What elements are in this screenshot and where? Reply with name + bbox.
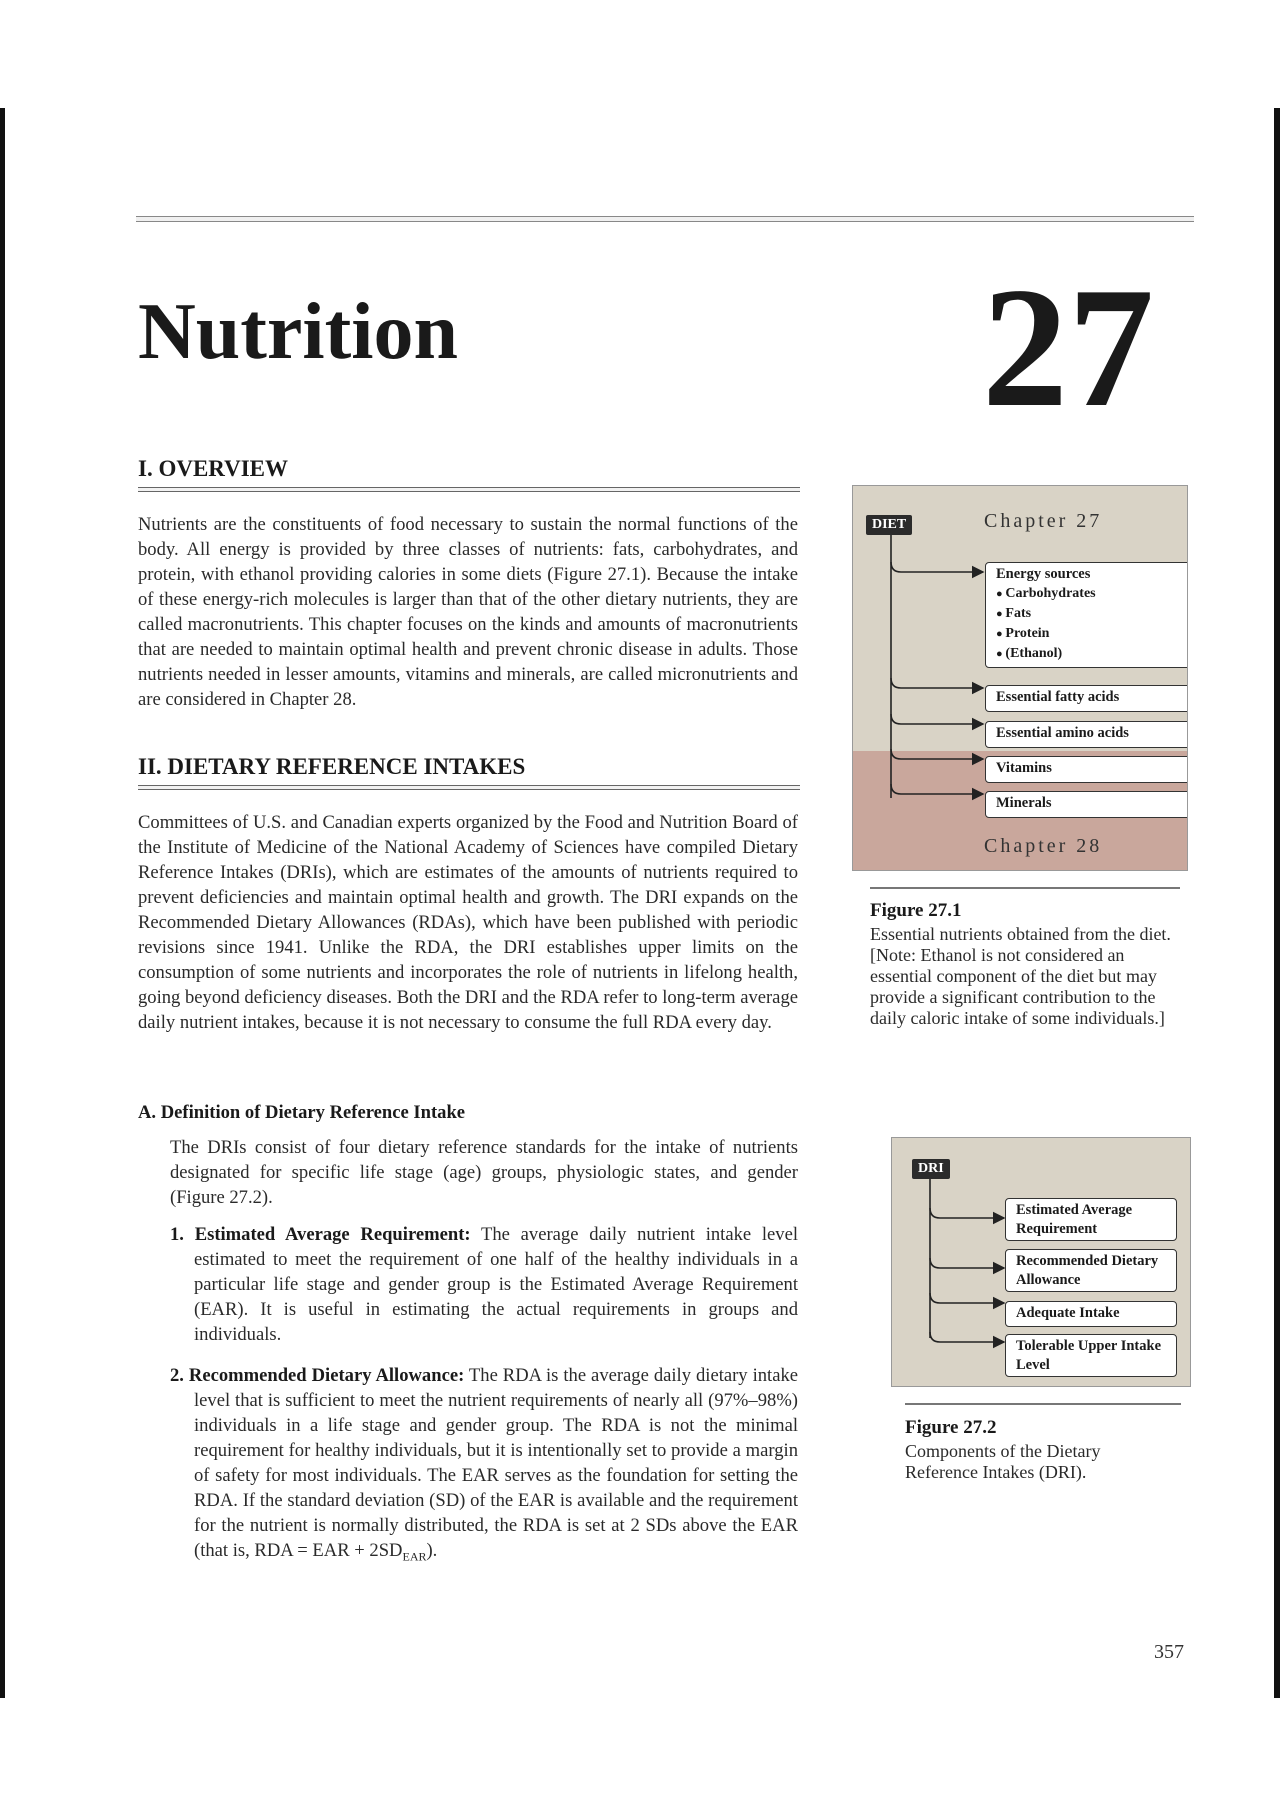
minerals-box: Minerals xyxy=(985,791,1188,818)
rda-tail: ). xyxy=(426,1540,438,1561)
chapter-28-label: Chapter 28 xyxy=(984,835,1103,857)
rda-subscript: EAR xyxy=(402,1549,427,1564)
ear-box: Estimated Average Requirement xyxy=(1005,1198,1177,1241)
energy-sources-title: Energy sources xyxy=(996,566,1091,582)
energy-sources-box xyxy=(985,562,1188,668)
rda-text: The RDA is the average daily dietary intake level that is sufficient to meet the nutrient requirements of nearly all (97%–98%) individuals in a life stage and gender group. The RDA is not the minimal requirement for healthy individuals, but it is intentionally set to provide a margin of safety for most individuals. The EAR serves as the foundation for setting the RDA. If the standard deviation (SD) of the EAR is available and the requirement for the nutrient is normally distributed, the RDA is set at 2 SDs above the EAR (that is, RDA = EAR + 2SD xyxy=(194,1365,799,1561)
dri-rule xyxy=(138,785,800,790)
figure-27-1-caption-title: Figure 27.1 xyxy=(870,900,962,921)
chapter-27-label: Chapter 27 xyxy=(984,510,1103,532)
page-number: 357 xyxy=(1154,1641,1184,1663)
figure-27-2-caption-rule xyxy=(905,1403,1181,1405)
essential-amino-acids-box: Essential amino acids xyxy=(985,721,1188,748)
dri-definition-heading: A. Definition of Dietary Reference Intake xyxy=(138,1102,466,1123)
diet-tag: DIET xyxy=(866,515,912,535)
dri-definition-paragraph: The DRIs consist of four dietary reference standards for the intake of nutrients designated for specific life stage (age) groups, physiologic states, and gender (Figure 27.2). xyxy=(170,1137,798,1208)
header-rule xyxy=(136,216,1194,222)
energy-item-ethanol: ● (Ethanol) xyxy=(996,644,1184,664)
ear-text: The average daily nutrient intake level estimated to meet the requirement of one half of the healthy individuals in a particular life stage and gender group is the Estimated Average Requirement (EAR). It is useful in estimating the actual requirements in groups and individuals. xyxy=(194,1224,799,1345)
figure-27-2-caption-text: Components of the Dietary Reference Intakes (DRI). xyxy=(905,1441,1101,1482)
rda-box: Recommended Dietary Allowance xyxy=(1005,1249,1177,1292)
ear-item xyxy=(170,1222,798,1347)
chapter-title: Nutrition xyxy=(138,288,458,376)
rda-item xyxy=(170,1363,798,1570)
essential-fatty-acids-box: Essential fatty acids xyxy=(985,685,1188,712)
vitamins-box: Vitamins xyxy=(985,756,1188,783)
energy-sources-list xyxy=(996,584,1184,664)
overview-rule xyxy=(138,487,800,492)
adequate-intake-box: Adequate Intake xyxy=(1005,1301,1177,1327)
scan-edge-left xyxy=(0,108,5,1698)
ear-term: 1. Estimated Average Requirement: xyxy=(170,1224,471,1245)
figure-27-1-caption-text: Essential nutrients obtained from the diet. [Note: Ethanol is not considered an essential component of the diet but may provide a significant contribution to the daily caloric intake of some individuals.] xyxy=(870,924,1171,1028)
figure-27-1 xyxy=(852,485,1188,871)
overview-paragraph: Nutrients are the constituents of food necessary to sustain the normal functions of the body. All energy is provided by three classes of nutrients: fats, carbohydrates, and protein, with ethanol providing calories in some diets (Figure 27.1). Because the intake of these energy-rich molecules is larger than that of the other dietary nutrients, they are called macronutrients. This chapter focuses on the kinds and amounts of macronutrients that are needed to maintain optimal health and prevent chronic disease in adults. Those nutrients needed in lesser amounts, vitamins and minerals, are called micronutrients and are considered in Chapter 28. xyxy=(138,514,798,710)
scan-edge-right xyxy=(1274,108,1280,1698)
energy-item-fats: ● Fats xyxy=(996,604,1184,624)
dri-tag: DRI xyxy=(912,1159,950,1179)
chapter-number: 27 xyxy=(982,253,1154,443)
tolerable-upper-intake-box: Tolerable Upper Intake Level xyxy=(1005,1334,1177,1377)
figure-27-1-caption-rule xyxy=(870,887,1180,889)
figure-27-2 xyxy=(891,1137,1191,1387)
figure-27-2-caption-title: Figure 27.2 xyxy=(905,1417,997,1438)
energy-item-carbohydrates: ● Carbohydrates xyxy=(996,584,1184,604)
energy-item-protein: ● Protein xyxy=(996,624,1184,644)
overview-heading: I. OVERVIEW xyxy=(138,456,288,481)
dri-heading: II. DIETARY REFERENCE INTAKES xyxy=(138,754,526,779)
dri-paragraph: Committees of U.S. and Canadian experts organized by the Food and Nutrition Board of the Institute of Medicine of the National Academy of Sciences have compiled Dietary Reference Intakes (DRIs), which are estimates of the amounts of nutrients required to prevent deficiencies and maintain optimal health and growth. The DRI expands on the Recommended Dietary Allowances (RDAs), which have been published with periodic revisions since 1941. Unlike the RDA, the DRI establishes upper limits on the consumption of some nutrients and incorporates the role of nutrients in lifelong health, going beyond deficiency diseases. Both the DRI and the RDA refer to long-term average daily nutrient intakes, because it is not necessary to consume the full RDA every day. xyxy=(138,812,798,1033)
rda-term: 2. Recommended Dietary Allowance: xyxy=(170,1365,465,1386)
